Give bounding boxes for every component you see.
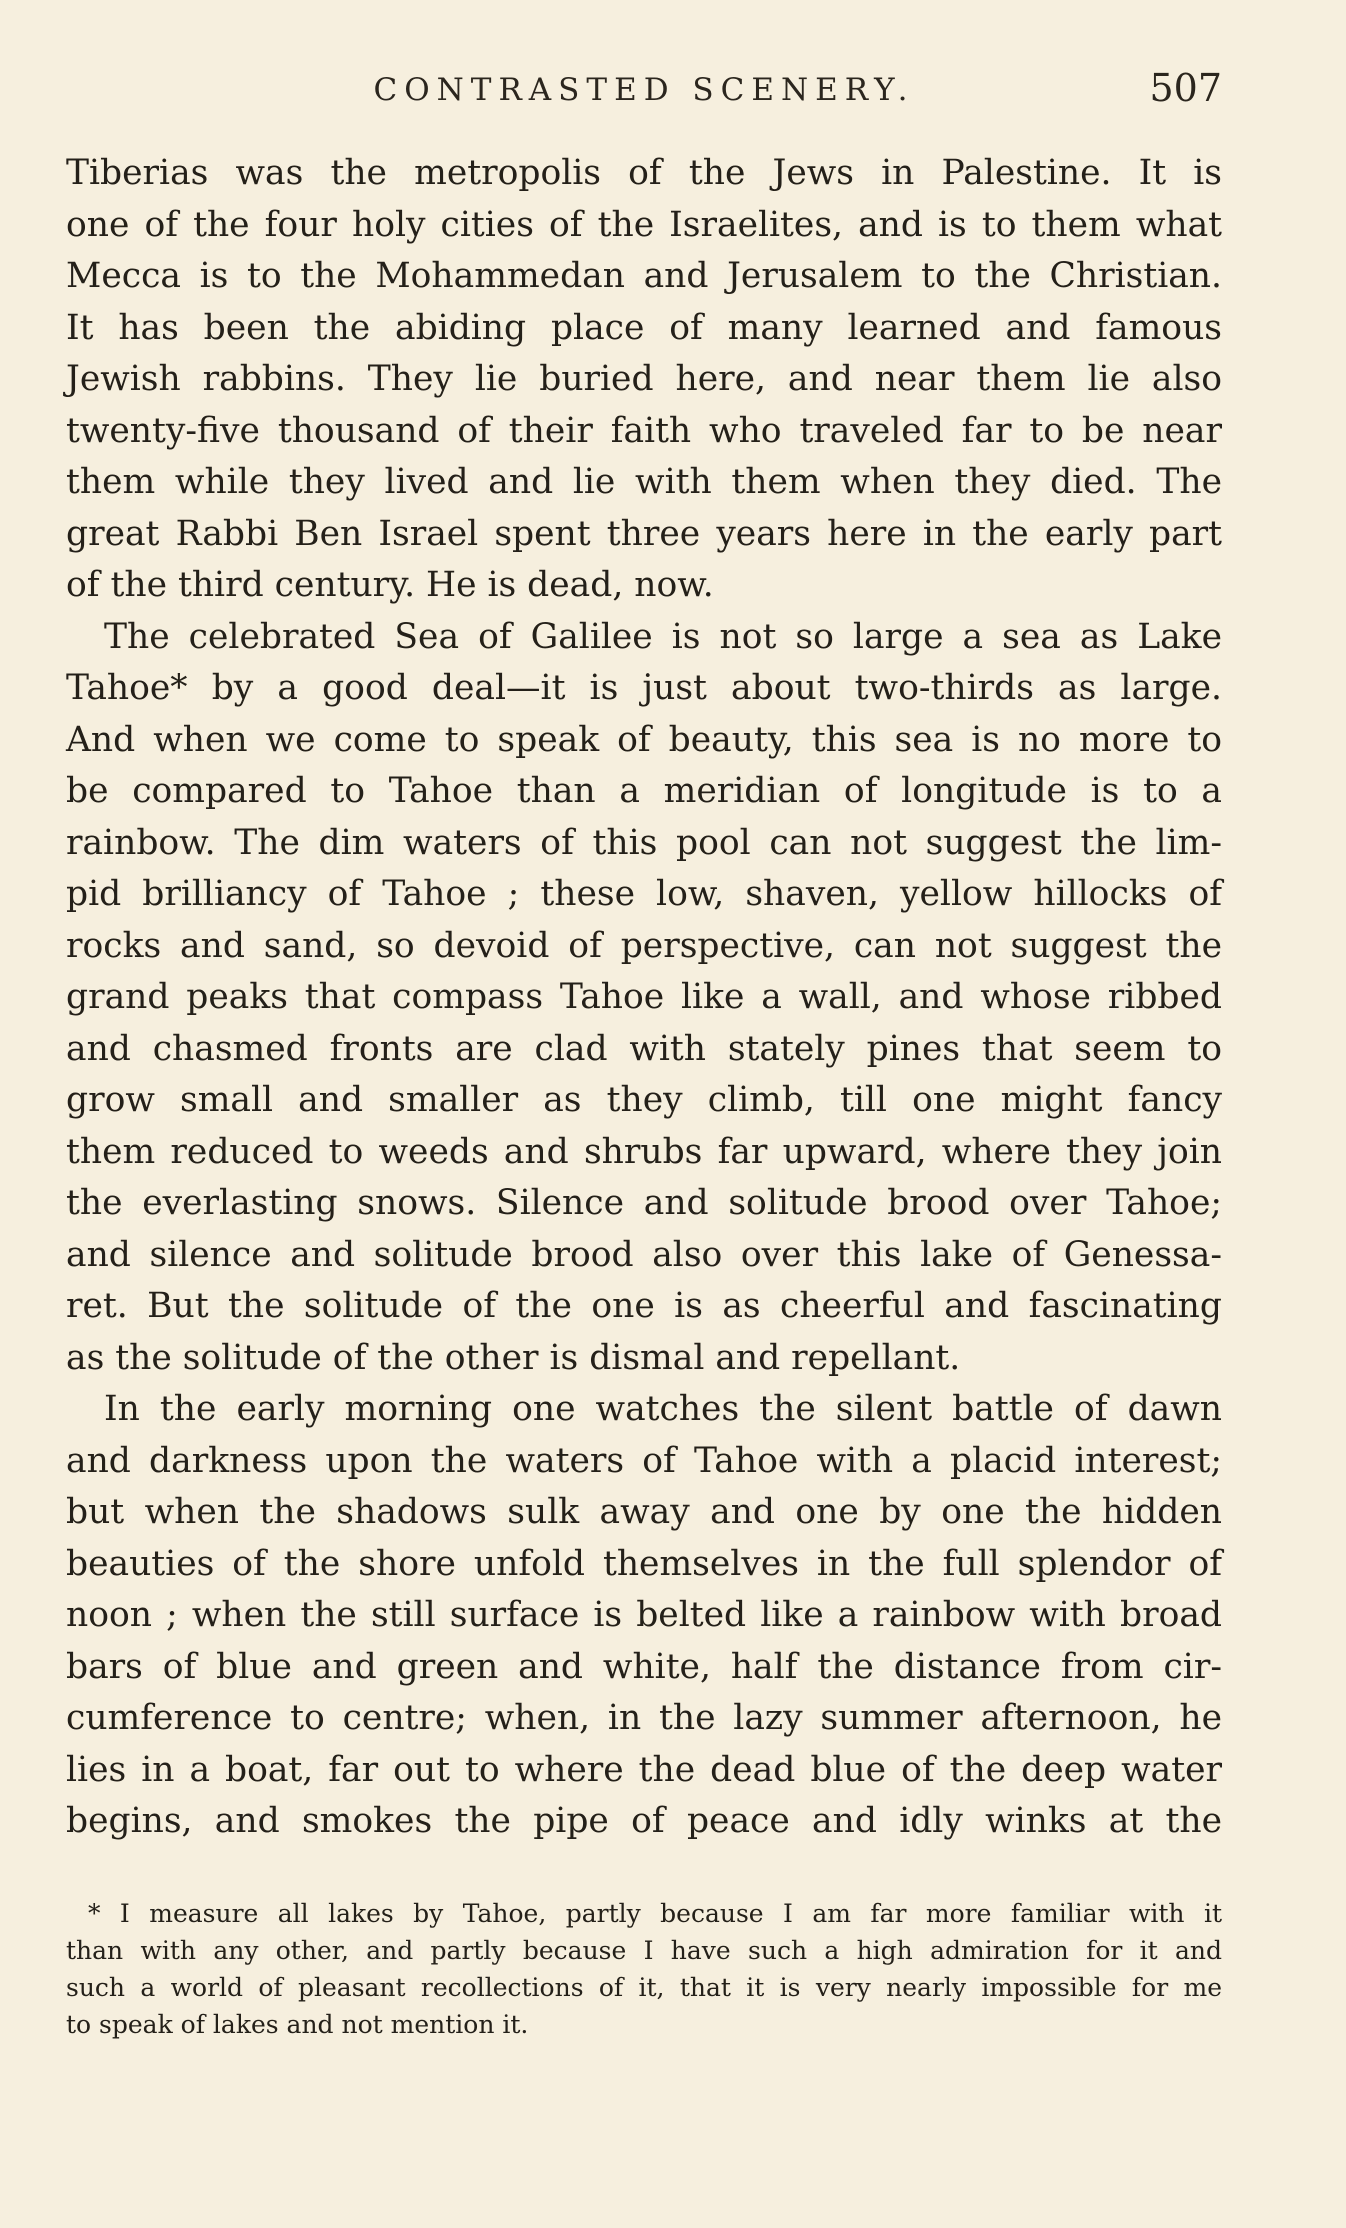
body-text — [66, 148, 1222, 1848]
text-line: as the solitude of the other is dismal and repellant. — [66, 1337, 961, 1378]
text-line: bars of blue and green and white, half the distance from cir- — [66, 1646, 1222, 1687]
text-line: In the early morning one watches the silent battle of dawn — [104, 1389, 1222, 1429]
text-line: one of the four holy cities of the Israelites, and is to them what — [66, 204, 1222, 245]
text-line: and chasmed fronts are clad with stately pines that seem to — [66, 1028, 1222, 1069]
text-line: Jewish rabbins. They lie buried here, and near them lie also — [66, 359, 1222, 399]
text-line: but when the shadows sulk away and one by one the hidden — [66, 1492, 1222, 1532]
footnote — [66, 1895, 1222, 2043]
text-line: them while they lived and lie with them when they died. The — [66, 462, 1222, 502]
text-line: noon ; when the still surface is belted like a rainbow with broad — [66, 1595, 1222, 1635]
text-line: grand peaks that compass Tahoe like a wall, and whose ribbed — [66, 977, 1222, 1017]
text-line: and silence and solitude brood also over this lake of Genessa- — [66, 1234, 1222, 1275]
footnote-line: than with any other, and partly because I have such a high admiration for it and — [66, 1936, 1222, 1965]
text-line: pid brilliancy of Tahoe ; these low, shaven, yellow hillocks of — [66, 874, 1222, 914]
running-title: CONTRASTED SCENERY. — [373, 72, 915, 108]
text-line: great Rabbi Ben Israel spent three years here in the early part — [66, 513, 1222, 554]
footnote-line: * I measure all lakes by Tahoe, partly because I am far more familiar with it — [88, 1899, 1222, 1928]
text-line: rainbow. The dim waters of this pool can not suggest the lim- — [66, 822, 1222, 863]
text-line: It has been the abiding place of many learned and famous — [66, 307, 1222, 348]
text-line: Tiberias was the metropolis of the Jews in Palestine. It is — [66, 153, 1222, 193]
text-line: lies in a boat, far out to where the dead blue of the deep water — [66, 1749, 1222, 1790]
text-line: cumference to centre; when, in the lazy summer afternoon, he — [66, 1698, 1222, 1738]
text-line: and darkness upon the waters of Tahoe with a placid interest; — [66, 1440, 1222, 1481]
text-line: begins, and smokes the pipe of peace and idly winks at the — [66, 1801, 1222, 1841]
text-line: rocks and sand, so devoid of perspective, can not suggest the — [66, 925, 1222, 966]
text-line: be compared to Tahoe than a meridian of longitude is to a — [66, 771, 1222, 811]
text-line: Mecca is to the Mohammedan and Jerusalem to the Christian. — [66, 256, 1222, 296]
text-line: them reduced to weeds and shrubs far upward, where they join — [66, 1131, 1222, 1172]
page-number: 507 — [1149, 66, 1222, 110]
text-line: grow small and smaller as they climb, till one might fancy — [66, 1080, 1222, 1120]
text-line: ret. But the solitude of the one is as cheerful and fascinating — [66, 1286, 1222, 1326]
text-line: And when we come to speak of beauty, this sea is no more to — [66, 719, 1222, 760]
footnote-line: to speak of lakes and not mention it. — [66, 2010, 529, 2039]
text-line: of the third century. He is dead, now. — [66, 565, 714, 605]
text-line: Tahoe* by a good deal—it is just about two-thirds as large. — [66, 668, 1222, 708]
footnote-line: such a world of pleasant recollections of it, that it is very nearly impossible for me — [66, 1973, 1222, 2002]
text-line: the everlasting snows. Silence and solitude brood over Tahoe; — [66, 1183, 1222, 1223]
text-line: twenty-five thousand of their faith who traveled far to be near — [66, 410, 1222, 451]
running-head — [66, 66, 1222, 126]
text-line: beauties of the shore unfold themselves in the full splendor of — [66, 1543, 1222, 1584]
text-line: The celebrated Sea of Galilee is not so large a sea as Lake — [104, 616, 1222, 657]
